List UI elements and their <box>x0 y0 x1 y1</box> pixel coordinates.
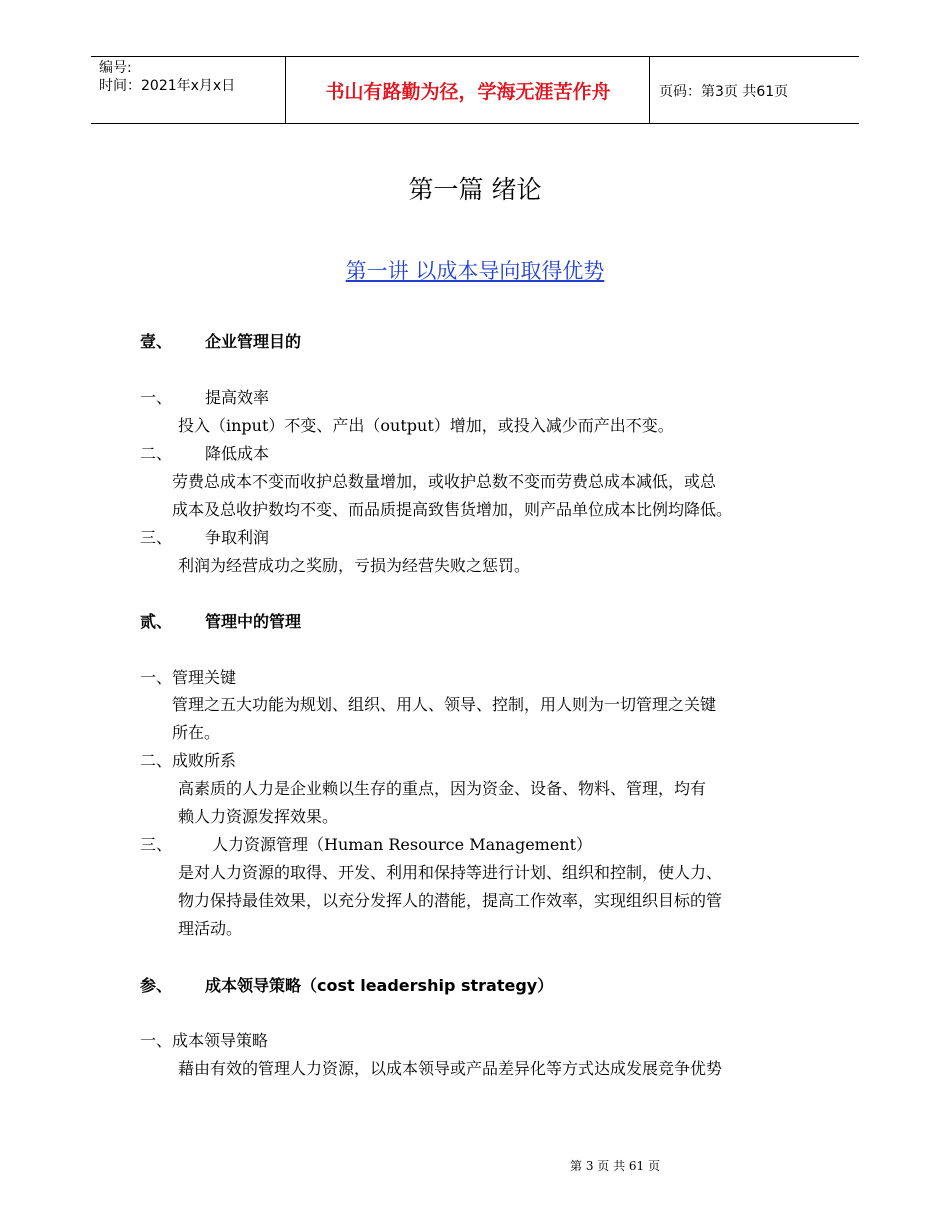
paragraph-line: 理活动。 <box>178 919 243 938</box>
item-heading: 人力资源管理（Human Resource Management） <box>212 835 593 854</box>
paragraph-line: 管理之五大功能为规划、组织、用人、领导、控制，用人则为一切管理之关键 <box>172 695 717 714</box>
paragraph-line: 赖人力资源发挥效果。 <box>178 807 339 826</box>
number-label: 编号: <box>99 60 132 76</box>
item-number: 三、 <box>140 528 173 547</box>
header-divider <box>649 57 650 123</box>
item-heading: 二、成败所系 <box>140 751 237 770</box>
item-heading: 争取利润 <box>205 528 270 547</box>
paragraph-line: 投入（input）不变、产出（output）增加，或投入减少而产出不变。 <box>178 416 674 435</box>
section-heading: 企业管理目的 <box>205 332 302 351</box>
chapter-title: 第一篇 绪论 <box>408 175 542 204</box>
header-motto: 书山有路勤为径，学海无涯苦作舟 <box>325 81 611 103</box>
time-label: 时间：2021年x月x日 <box>99 78 236 94</box>
paragraph-line: 高素质的人力是企业赖以生存的重点，因为资金、设备、物料、管理，均有 <box>178 779 707 798</box>
item-heading: 提高效率 <box>205 388 270 407</box>
item-heading: 一、成本领导策略 <box>140 1031 269 1050</box>
item-number: 三、 <box>140 835 173 854</box>
paragraph-line: 利润为经营成功之奖励，亏损为经营失败之惩罚。 <box>178 556 531 575</box>
paragraph-line: 所在。 <box>172 723 221 742</box>
page-footer: 第 3 页 共 61 页 <box>570 1159 660 1173</box>
paragraph-line: 劳费总成本不变而收护总数量增加，或收护总数不变而劳费总成本减低，或总 <box>172 472 717 491</box>
section-number: 贰、 <box>140 612 173 631</box>
header-meta <box>99 59 235 95</box>
item-heading: 降低成本 <box>205 444 270 463</box>
paragraph-line: 成本及总收护数均不变、而品质提高致售货增加，则产品单位成本比例均降低。 <box>172 500 733 519</box>
page-header <box>91 56 859 124</box>
paragraph-line: 物力保持最佳效果，以充分发挥人的潜能，提高工作效率，实现组织目标的管 <box>178 891 723 910</box>
header-divider <box>285 57 286 123</box>
item-heading: 一、管理关键 <box>140 668 237 687</box>
section-number: 壹、 <box>140 332 173 351</box>
header-page-info: 页码：第3页 共61页 <box>659 84 789 100</box>
lecture-title-link[interactable]: 第一讲 以成本导向取得优势 <box>345 259 605 283</box>
section-heading: 管理中的管理 <box>205 612 302 631</box>
section-heading: 成本领导策略（cost leadership strategy） <box>205 976 554 995</box>
lecture-title <box>0 255 950 285</box>
item-number: 一、 <box>140 388 173 407</box>
paragraph-line: 是对人力资源的取得、开发、利用和保持等进行计划、组织和控制，使人力、 <box>178 863 723 882</box>
section-number: 参、 <box>140 976 173 995</box>
paragraph-line: 藉由有效的管理人力资源，以成本领导或产品差异化等方式达成发展竞争优势 <box>178 1059 723 1078</box>
item-number: 二、 <box>140 444 173 463</box>
